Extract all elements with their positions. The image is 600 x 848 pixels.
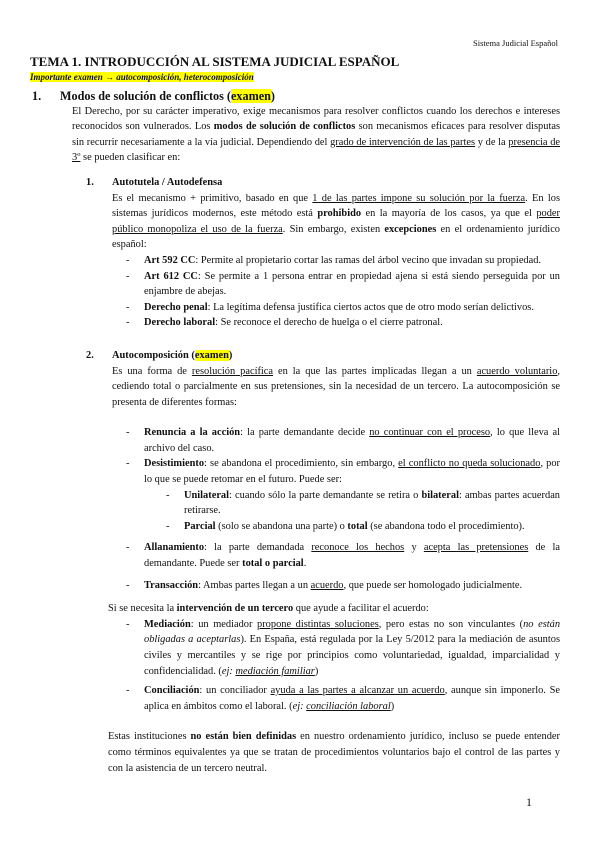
subsection-heading-autotutela: 1. Autotutela / Autodefensa [86,176,223,188]
list-item: - Art 612 CC: Se permite a 1 persona entrar en propiedad ajena si está siendo perseguida por un enjambre de abejas. [126,269,560,300]
section-heading-1: 1. Modos de solución de conflictos (examen) [32,88,275,103]
tercero-intro: Si se necesita la intervención de un tercero que ayude a facilitar el acuerdo: [108,603,429,615]
document-body [30,54,560,776]
tercero-list [126,617,560,715]
list-item-conciliacion: - Conciliación: un conciliador ayuda a las partes a alcanzar un acuerdo, aunque sin imponerlo. Se aplica en ámbitos como el laboral. (ej: conciliación laboral) [126,683,560,714]
list-item: - Derecho penal: La legítima defensa justifica ciertos actos que de otro modo serían delictivos. [126,300,560,316]
list-item-desistimiento: - Desistimiento: se abandona el procedimiento, sin embargo, el conflicto no queda solucionado, por lo que se puede retomar en el futuro. Puede ser: - Unilateral: cuando sólo la parte demandante se retira o bilateral: ambas partes acuerdan retirarse. - Parcial (solo se abandona una parte) o total (se abandona todo el procedimiento). [126,456,560,534]
exceptions-list [126,253,560,331]
list-item-transaccion: - Transacción: Ambas partes llegan a un acuerdo, que puede ser homologado judicialmente. [126,578,560,594]
autotutela-paragraph: Es el mecanismo + primitivo, basado en que 1 de las partes impone su solución por la fuerza. En los sistemas jurídicos modernos, este método está prohibido en la mayoría de los casos, ya que el poder público monopoliza el uso de la fuerza. Sin embargo, existen excepciones en el ordenamiento jurídico español: [112,192,560,251]
autocomposicion-forms-list [126,425,560,593]
highlight-note: Importante examen → autocomposición, heterocomposición [30,72,254,82]
running-header: Sistema Judicial Español [473,38,558,48]
subsection-heading-autocomposicion: 2. Autocomposición (examen) [86,349,233,361]
page-number: 1 [526,795,532,809]
list-item-renuncia: - Renuncia a la acción: la parte demandante decide no continuar con el proceso, lo que lleva al archivo del caso. [126,425,560,456]
list-item: - Art 592 CC: Permite al propietario cortar las ramas del árbol vecino que invadan su propiedad. [126,253,560,269]
list-item: - Derecho laboral: Se reconoce el derecho de huelga o el cierre patronal. [126,315,560,331]
list-item: - Parcial (solo se abandona una parte) o total (se abandona todo el procedimiento). [166,519,560,535]
list-item-mediacion: - Mediación: un mediador propone distintas soluciones, pero estas no son vinculantes (no están obligadas a aceptarlas). En España, está regulada por la Ley 5/2012 para la mediación de asuntos civiles y mercantiles y se rige por principios como voluntariedad, igualdad, imparcialidad y confidencialidad. (ej: mediación familiar) [126,617,560,679]
section-1-intro: El Derecho, por su carácter imperativo, exige mecanismos para resolver conflictos cuando los derechos e intereses reconocidos son vulnerados. Los modos de solución de conflictos son mecanismos eficaces para resolver disputas sin recurrir necesariamente a la vía judicial. Dependiendo del grado de intervención de las partes y de la presencia de 3º se pueden clasificar en: [72,105,561,164]
closing-paragraph: Estas instituciones no están bien definidas en nuestro ordenamiento jurídico, incluso se puede entender como términos equivalentes ya que se tratan de procedimientos voluntarios bajo el control de las partes y con la asistencia de un tercero neutral. [108,731,560,774]
autocomposicion-paragraph: Es una forma de resolución pacífica en la que las partes implicadas llegan a un acuerdo voluntario, cediendo total o parcialmente en sus pretensiones, sin la necesidad de un tercero. La autocomposición se presenta de diferentes formas: [112,365,560,408]
list-item-allanamiento: - Allanamiento: la parte demandada reconoce los hechos y acepta las pretensiones de la demandante. Puede ser total o parcial. [126,540,560,571]
page-title: TEMA 1. INTRODUCCIÓN AL SISTEMA JUDICIAL ESPAÑOL [30,54,400,69]
desistimiento-types [166,488,560,535]
list-item: - Unilateral: cuando sólo la parte demandante se retira o bilateral: ambas partes acuerdan retirarse. [166,488,560,519]
